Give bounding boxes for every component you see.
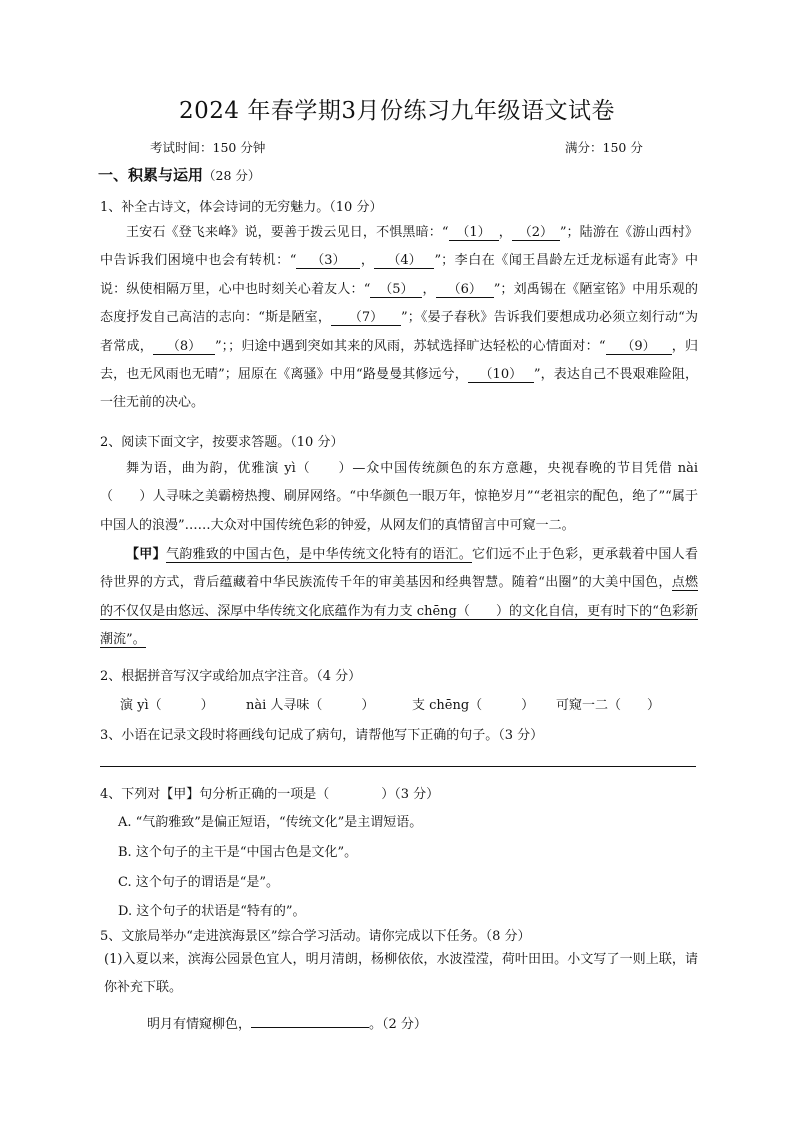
underlined-sentence-1: 气韵雅致的中国古色，是中华传统文化特有的语汇。 <box>165 547 473 562</box>
pinyin-item-1: 演 yì（ ） <box>120 698 214 713</box>
q1-text: ，归去，也无风雨也无晴”；屈原在《离骚》中用“路曼曼其修远兮， <box>100 338 698 383</box>
q1-text: ”，表达自己不畏艰难险阻，一往无前的决心。 <box>100 367 698 411</box>
q1-text: ”；陆游在《游山西村》中告诉我们困境中也会有转机：“ <box>100 225 698 269</box>
blank-10[interactable]: （10） <box>468 367 534 383</box>
q4-option-c: C. 这个句子的谓语是“是”。 <box>118 875 280 890</box>
blank-6[interactable]: （6） <box>436 282 494 298</box>
underlined-sentence-2: 点燃的不仅仅是由悠远、深厚中华传统文化底蕴作为有力支 chēng（ ）的文化自信，更有时下的“色彩新潮流”。 <box>100 575 698 648</box>
q1-text: ”；刘禹锡在《陋室铭》中用乐观的态度抒发自己高洁的志向：“斯是陋室， <box>100 281 698 326</box>
q3-stem: 3、小语在记录文段时将画线句记成了病句，请帮他写下正确的句子。（3 分） <box>100 728 544 743</box>
q2-paragraph-text: 它们远不止于色彩，更承载着中国人看待世界的方式，背后蕴藏着中华民族流传千年的审美基因和经典智慧。随着“出圈”的大美中国色， <box>100 547 698 591</box>
blank-3[interactable]: （3） <box>296 253 360 269</box>
q1-text: ”；李白在《闻王昌龄左迁龙标遥有此寄》中说：纵使相隔万里，心中也时刻关心着友人：“ <box>100 253 698 297</box>
blank-7[interactable]: （7） <box>331 310 401 326</box>
answer-line[interactable] <box>100 766 696 767</box>
q2-stem: 2、阅读下面文字，按要求答题。（10 分） <box>100 435 344 450</box>
q2-paragraph-1: 舞为语，曲为韵，优雅演 yì（ ）—众中国传统颜色的东方意趣，央视春晚的节目凭借 nài（ ）人寻味之美霸榜热搜、刷屏网络。“中华颜色一眼万年，惊艳岁月”“老祖宗的配色，绝了”“属于中国人的浪漫”……大众对中国传统色彩的钟爱，从网友们的真情留言中可窥一二。 <box>100 461 698 533</box>
blank-2[interactable]: （2） <box>512 225 560 241</box>
section-score: （28 分） <box>203 168 261 183</box>
pinyin-item-2: nài 人寻味（ ） <box>246 698 375 713</box>
pinyin-item-4: 可窥一二（ ） <box>556 698 661 713</box>
pinyin-item-3: 支 chēng（ ） <box>412 698 535 713</box>
q5-paragraph: (1)入夏以来，滨海公园景色宜人，明月清朗，杨柳依依，水波滢滢，荷叶田田。小文写了一则上联，请你补充下联。 <box>104 952 698 996</box>
couplet-suffix: 。（2 分） <box>369 1017 427 1032</box>
q1-text: 王安石《登飞来峰》说，要善于拨云见日，不惧黑暗：“ <box>126 225 449 240</box>
q1-text: ”；；归途中遇到突如其来的风雨，苏轼选择旷达轻松的心情面对：“ <box>214 338 606 354</box>
q4-option-b: B. 这个句子的主干是“中国古色是文化”。 <box>118 845 358 860</box>
blank-8[interactable]: （8） <box>153 339 215 355</box>
exam-title: 2024 年春学期3月份练习九年级语文试卷 <box>179 98 615 124</box>
jia-mark: 【甲】 <box>126 547 166 562</box>
blank-5[interactable]: （5） <box>370 282 422 298</box>
section-heading-text: 一、积累与运用 <box>98 166 204 184</box>
blank-9[interactable]: （9） <box>606 339 672 355</box>
q1-paragraph <box>100 219 698 418</box>
q1-text: ， <box>422 281 436 297</box>
q4-option-d: D. 这个句子的状语是“特有的”。 <box>118 904 306 919</box>
q4-option-a: A. “气韵雅致”是偏正短语，“传统文化”是主谓短语。 <box>118 815 423 830</box>
q2-paragraph-2 <box>100 541 698 655</box>
blank-1[interactable]: （1） <box>449 225 499 241</box>
blank-4[interactable]: （4） <box>374 253 434 269</box>
q4-stem: 4、下列对【甲】句分析正确的一项是（ ）（3 分） <box>100 787 440 802</box>
q1-text: ”；《晏子春秋》告诉我们要想成功必须立刻行动“为者常成， <box>100 310 698 354</box>
full-score: 满分：150 分 <box>565 140 643 155</box>
couplet-prefix: 明月有情窥柳色， <box>147 1017 252 1032</box>
section-heading <box>98 164 698 185</box>
q1-text: ， <box>360 253 375 269</box>
q1-stem: 1、补全古诗文，体会诗词的无穷魅力。（10 分） <box>100 200 383 215</box>
couplet-blank[interactable] <box>251 1027 369 1028</box>
q1-text: ， <box>498 225 512 240</box>
q2b-stem: 2、根据拼音写汉字或给加点字注音。（4 分） <box>100 669 362 684</box>
exam-time: 考试时间：150 分钟 <box>150 140 266 155</box>
q5-stem: 5、文旅局举办“走进滨海景区”综合学习活动。请你完成以下任务。（8 分） <box>100 929 531 944</box>
couplet-line <box>147 1013 747 1032</box>
